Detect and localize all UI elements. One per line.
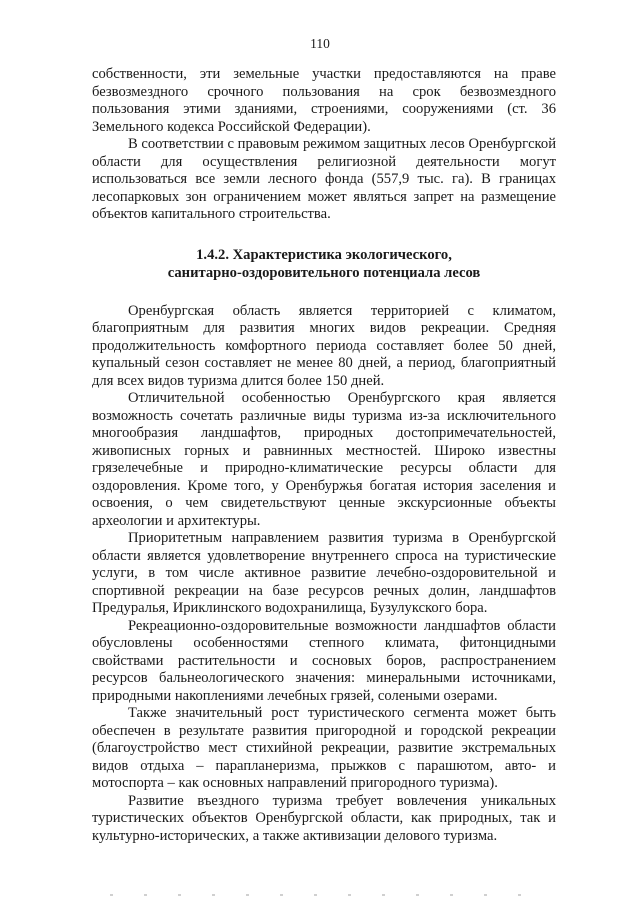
paragraph: Отличительной особенностью Оренбургского края является возможность сочетать различные виды туризма из-за исключительного многообразия ландшафтов, природных достопримечательностей, живописных горных и равнинных местностей. Широко известны грязелечебные и природно-климатические ресурсы области для оздоровления. Кроме того, у Оренбуржья богатая история заселения и освоения, о чем свидетельствуют ценные экскурсионные объекты археологии и архитектуры. [92,390,556,529]
section-heading-line-1: 1.4.2. Характеристика экологического, [196,246,452,263]
section-heading-line-2: санитарно-оздоровительного потенциала лесов [167,264,481,281]
paragraph: собственности, эти земельные участки предоставляются на праве безвозмездного срочного пользования на срок безвозмездного пользования этими зданиями, строениями, сооружениями (ст. 36 Земельного кодекса Российской Федерации). [92,66,556,135]
paragraph: Рекреационно-оздоровительные возможности ландшафтов области обусловлены особенностями степного климата, фитонцидными свойствами растительности и сосновых боров, распространением ресурсов бальнеологического значения: минеральными источниками, природными накоплениями лечебных грязей, солеными озерами. [92,617,556,704]
paragraph: Также значительный рост туристического сегмента может быть обеспечен в результате развития пригородной и городской рекреации (благоустройство мест стихийной рекреации, развитие экстремальных видов отдыха – парапланеризма, прыжков с парашютом, авто- и мотоспорта – как основных направлений пригородного туризма). [92,705,556,791]
paragraph: В соответствии с правовым режимом защитных лесов Оренбургской области для осуществления религиозной деятельности могут использоваться все земли лесного фонда (557,9 тыс. га). В границах лесопарковых зон ограничением может являться запрет на размещение объектов капитального строительства. [92,136,556,222]
document-body [92,66,556,845]
section-heading [92,246,556,282]
paragraph: Развитие въездного туризма требует вовлечения уникальных туристических объектов Оренбургской области, как природных, так и культурно-исторических, а также активизации делового туризма. [92,792,556,844]
scan-artifact [110,894,530,896]
paragraph: Приоритетным направлением развития туризма в Оренбургской области является удовлетворение внутреннего спроса на туристические услуги, в том числе активное развитие лечебно-оздоровительной и спортивной рекреации на базе ресурсов речных долин, ландшафтов Предуралья, Ириклинского водохранилища, Бузулукского бора. [92,530,556,616]
page-number: 110 [310,36,330,51]
paragraph: Оренбургская область является территорией с климатом, благоприятным для развития многих видов рекреации. Средняя продолжительность комфортного периода составляет более 50 дней, купальный сезон составляет не менее 80 дней, а период, благоприятный для всех видов туризма длится более 150 дней. [92,302,556,389]
